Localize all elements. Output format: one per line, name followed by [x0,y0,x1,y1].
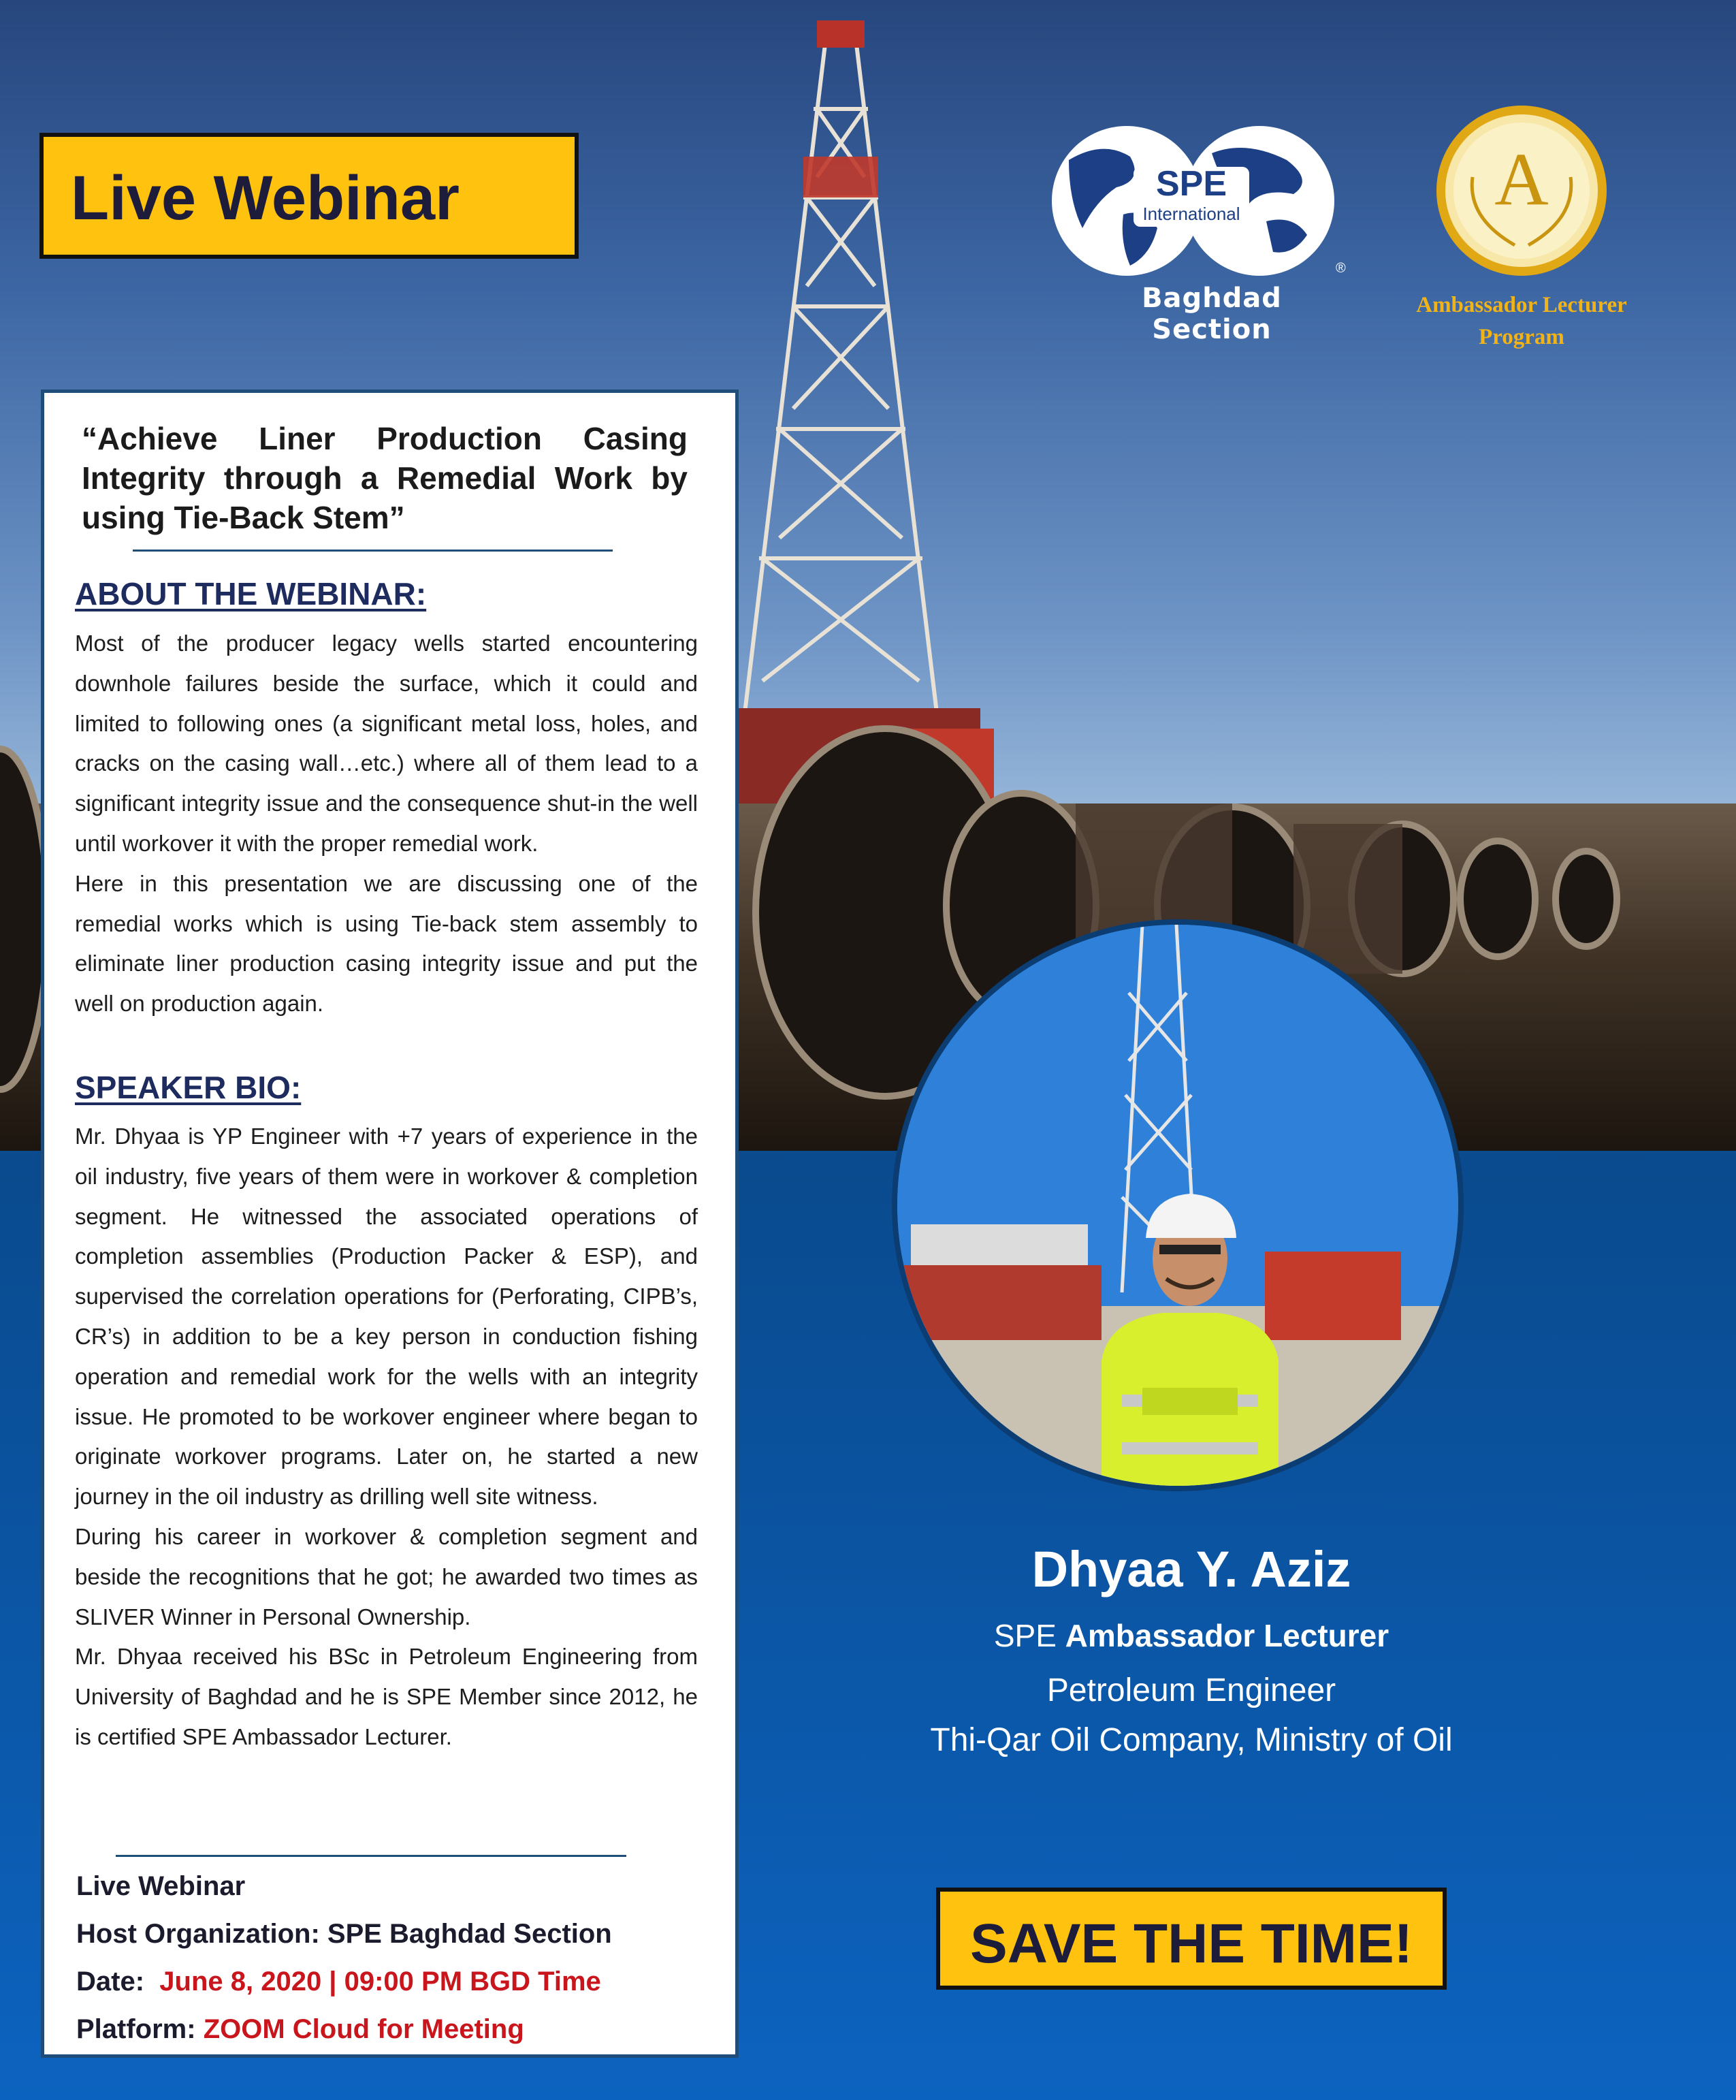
about-paragraph: Most of the producer legacy wells started encountering downhole failures beside the surface, which it could and limited to following ones (a significant metal loss, holes, and cracks on the casing wall…etc.) where all of them lead to a significant integrity issue and the consequence shut-in the well until workover it with the proper remedial work. [75,631,698,856]
speaker-photo [892,919,1464,1491]
speaker-role [817,1617,1566,1654]
bio-text [75,1117,698,1757]
about-text [75,624,698,1024]
ambassador-medal-icon [1419,102,1624,286]
event-platform-label: Platform: [76,2014,196,2044]
event-details [76,1862,612,2053]
live-webinar-banner [39,133,579,259]
event-date [76,1958,612,2005]
bio-paragraph: During his career in workover & completion segment and beside the recognitions that he got; he awarded two times as SLIVER Winner in Personal Ownership. [75,1523,698,1629]
title-divider [133,550,613,552]
save-the-time-banner [936,1888,1447,1990]
spe-logo-subtext: International [1142,204,1240,224]
bio-heading: SPEAKER BIO: [75,1070,302,1105]
event-platform-value: ZOOM Cloud for Meeting [203,2014,524,2044]
live-webinar-label: Live Webinar [71,163,460,233]
spe-logo-text: SPE [1155,164,1227,204]
svg-text:®: ® [1336,261,1346,276]
event-date-label: Date: [76,1967,145,1996]
spe-baghdad-logo [1042,119,1355,345]
event-platform [76,2005,612,2053]
speaker-portrait [897,925,1458,1486]
bio-paragraph: Mr. Dhyaa received his BSc in Petroleum Engineering from University of Baghdad and he is SPE Member since 2012, he is certified SPE Ambassador Lecturer. [75,1644,698,1749]
spe-section-name: Baghdad Section [1142,283,1282,345]
speaker-company: Thi-Qar Oil Company, Ministry of Oil [930,1722,1453,1758]
about-heading: ABOUT THE WEBINAR: [75,576,427,611]
save-the-time-label: SAVE THE TIME! [970,1913,1413,1975]
speaker-role-prefix: SPE [993,1618,1057,1653]
ambassador-caption [1392,289,1651,353]
globe-icon [1042,119,1355,283]
ambassador-caption-line-2: Program [1479,325,1564,349]
about-paragraph: Here in this presentation we are discussing one of the remedial works which is using Tie-back stem assembly to eliminate liner production casing integrity issue and put the well on production again. [75,870,698,1017]
event-format: Live Webinar [76,1871,246,1901]
ambassador-letter: A [1494,138,1549,221]
speaker-role-title: Ambassador Lecturer [1065,1618,1389,1653]
event-date-value: June 8, 2020 | 09:00 PM BGD Time [159,1967,601,1996]
ambassador-program-logo [1416,102,1627,349]
ambassador-caption-line-1: Ambassador Lecturer [1416,293,1627,317]
bio-paragraph: Mr. Dhyaa is YP Engineer with +7 years of experience in the oil industry, five years of them were in workover & completion segment. He witnessed the associated operations of completion assemblies (Production Packer & ESP), and supervised the correlation operations for (Perforating, CIPB’s, CR’s) in addition to be a key person in conduction fishing operation and remedial work for the wells with an integrity issue. He promoted to be workover engineer where began to originate workover programs. Later on, he started a new journey in the oil industry as drilling well site witness. [75,1124,698,1510]
event-host: Host Organization: SPE Baghdad Section [76,1919,612,1949]
speaker-job-title: Petroleum Engineer [1046,1672,1336,1708]
info-divider [116,1855,626,1857]
speaker-name: Dhyaa Y. Aziz [1031,1541,1351,1597]
webinar-title: “Achieve Liner Production Casing Integrity through a Remedial Work by using Tie-Back Stem” [82,421,688,535]
